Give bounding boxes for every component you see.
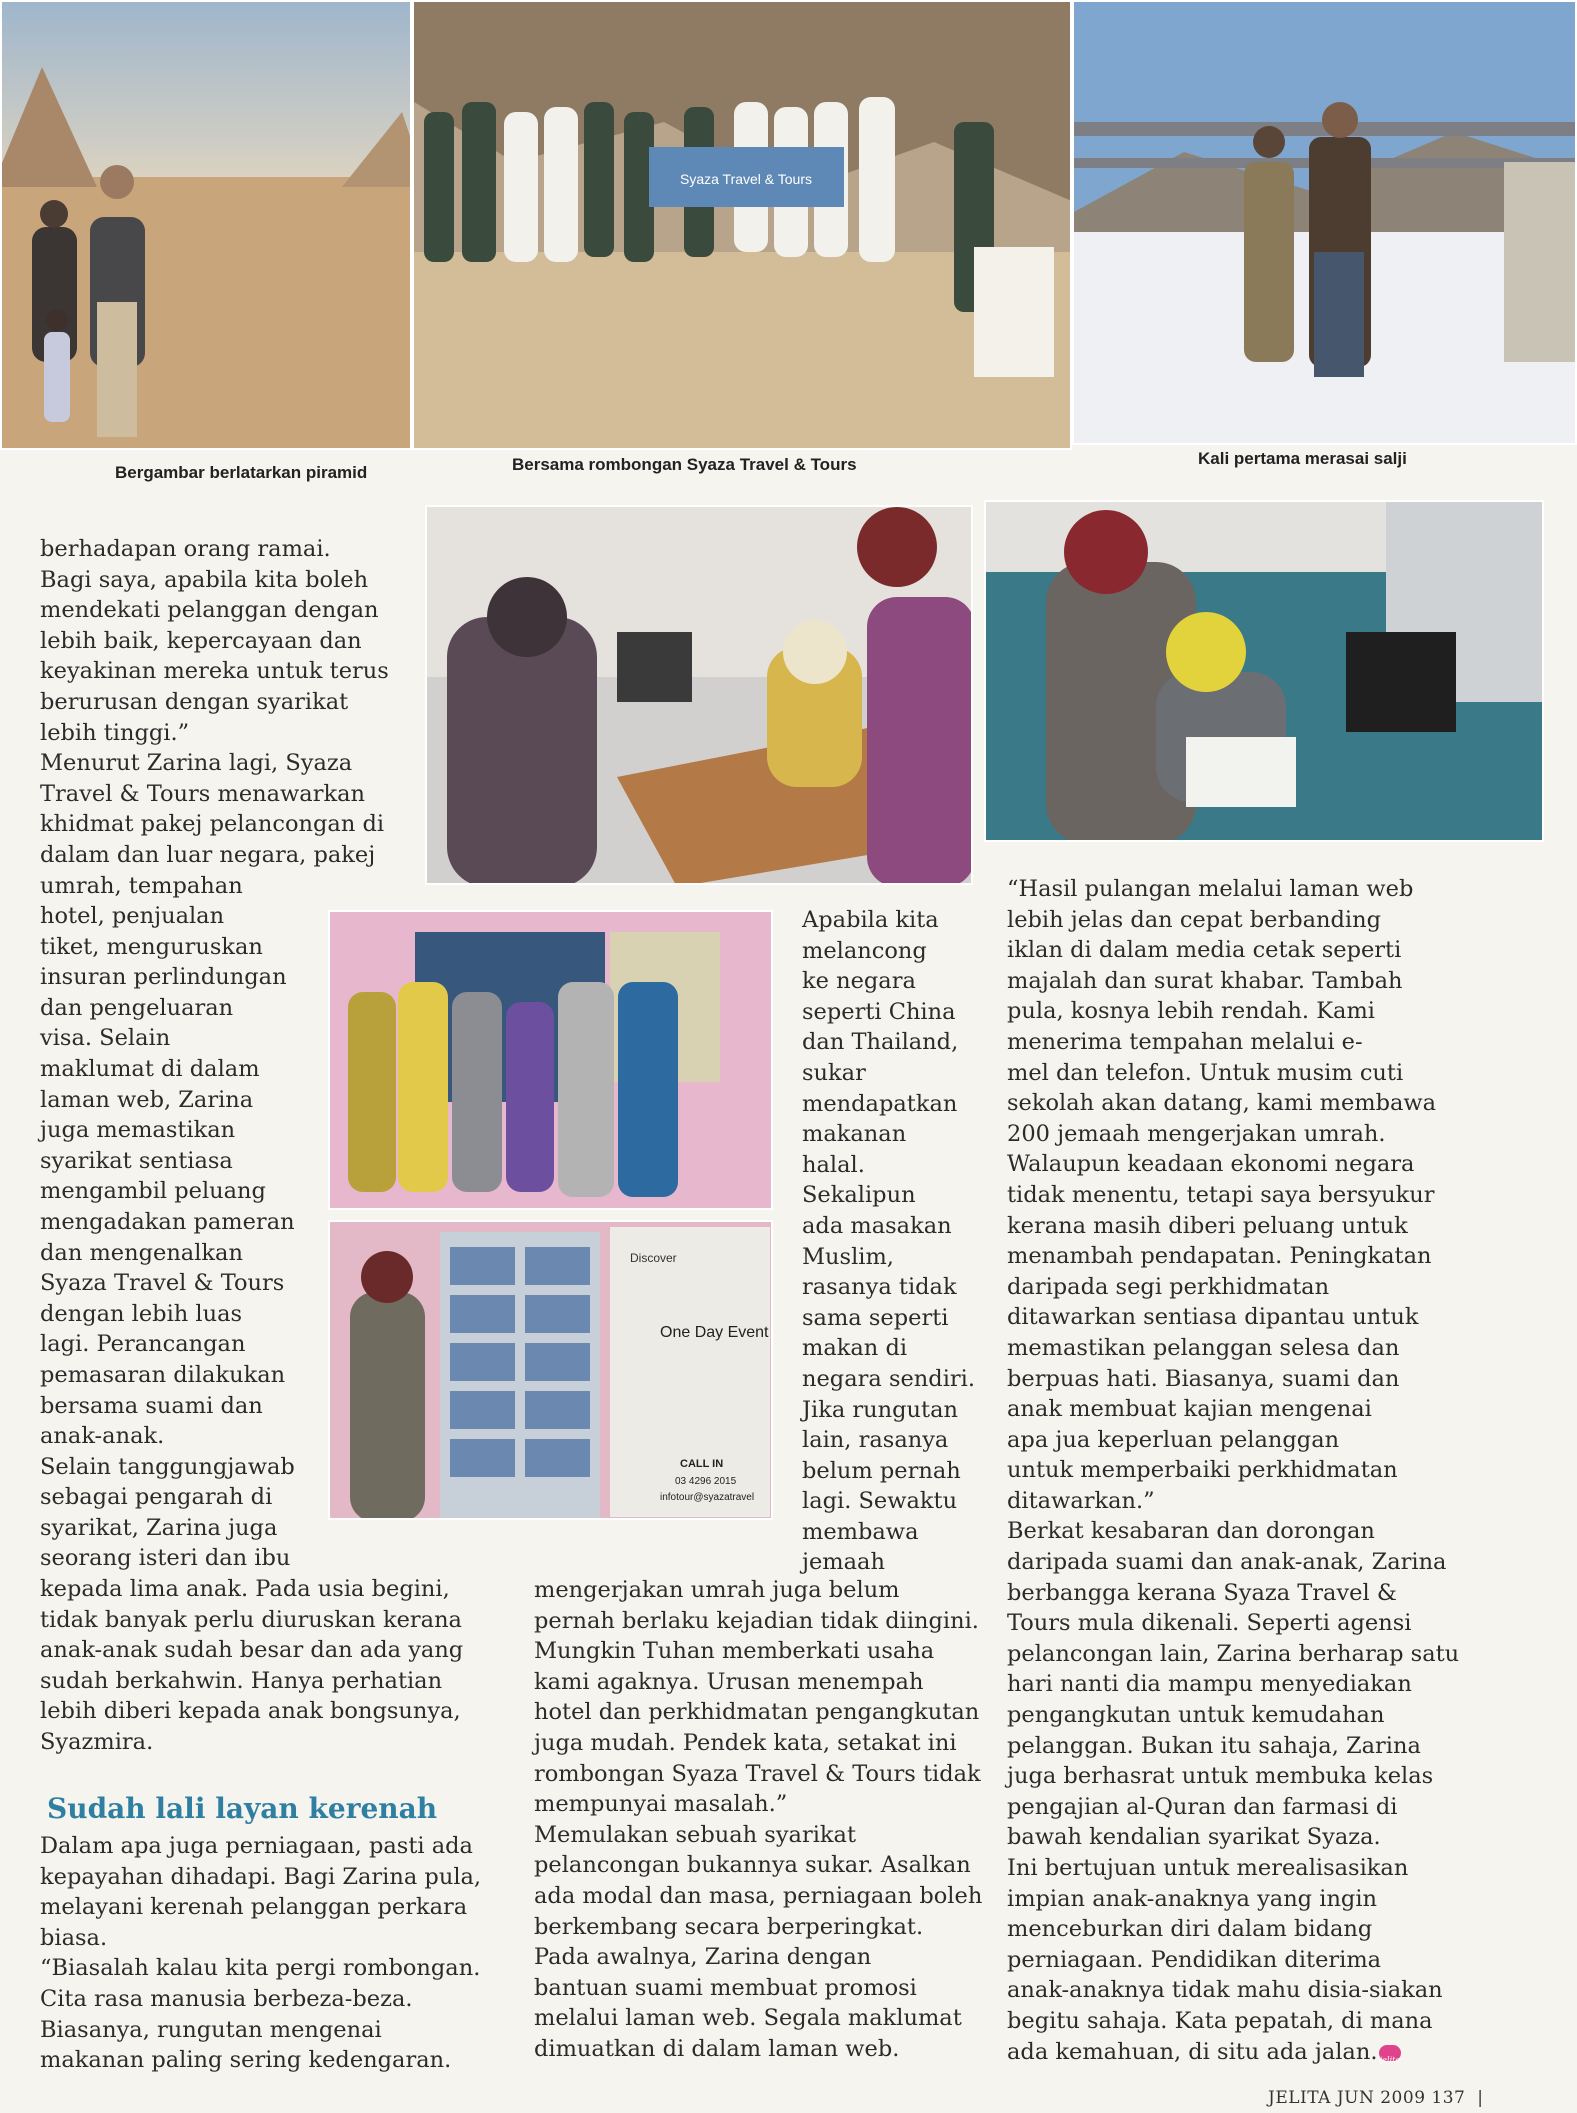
article-col3: “Hasil pulangan melalui laman web lebih jelas dan cepat berbanding iklan di dalam media cetak seperti majalah dan surat khabar. Tambah pula, kosnya lebih rendah. Kami menerima tempahan melalui e- mel dan telefon. Untuk musim cuti sekolah akan datang, kami membawa 200 jemaah mengerjakan umrah. Walaupun keadaan ekonomi negara tidak menentu, tetapi saya bersyukur kerana masih diberi peluang untuk menambah pendapatan. Peningkatan daripada segi perkhidmatan ditawarkan sentiasa dipantau untuk memastikan pelanggan selesa dan berpuas hati. Biasanya, suami dan anak membuat kajian mengenai apa jua keperluan pelanggan untuk memperbaiki perkhidmatan ditawarkan.” Berkat kesabaran dan dorongan daripada suami dan anak-anak, Zarina berbangga kerana Syaza Travel & Tours mula dikenali. Seperti agensi pelancongan lain, Zarina berharap satu hari nanti dia mampu menyediakan pengangkutan untuk kemudahan pelanggan. Bukan itu sahaja, Zarina juga berhasrat untuk membuka kelas pengajian al-Quran dan farmasi di bawah kendalian syarikat Syaza. Ini bertujuan untuk merealisasikan impian anak-anaknya yang ingin menceburkan diri dalam bidang perniagaan. Pendidikan diterima anak-anaknya tidak mahu disia-siakan begitu sahaja. Kata pepatah, di mana ada kemahuan, di situ ada jalan. xyxy=(1007,876,1460,2065)
folio-separator: | xyxy=(1477,2088,1484,2108)
office-counter-illustration xyxy=(427,507,973,885)
group-tour-photo xyxy=(412,0,1072,450)
article-col2-wide: mengerjakan umrah juga belum pernah berlaku kejadian tidak diingini. Mungkin Tuhan memberkati usaha kami agaknya. Urusan menempah hotel dan perkhidmatan pengangkutan juga mudah. Pendek kata, setakat ini rombongan Syaza Travel & Tours tidak mempunyai masalah.” Memulakan sebuah syarikat pelancongan bukannya sukar. Asalkan ada modal dan masa, perniagaan boleh berkembang secara berperingkat. Pada awalnya, Zarina dengan bantuan suami membuat promosi melalui laman web. Segala maklumat dimuatkan di dalam laman web. xyxy=(534,1577,983,2062)
exhibition-group-illustration xyxy=(330,912,773,1210)
caption-snow: Kali pertama merasai salji xyxy=(1198,449,1407,468)
poster-email-text: infotour@syazatravel xyxy=(660,1492,755,1503)
office-counter-photo xyxy=(425,505,973,885)
pyramid-photo xyxy=(0,0,412,450)
caption-group-tour: Bersama rombongan Syaza Travel & Tours xyxy=(512,455,857,474)
snow-photo-illustration xyxy=(1074,2,1577,445)
article-col1-narrow: hotel, penjualan tiket, menguruskan insuran perlindungan dan pengeluaran visa. Selain maklumat di dalam laman web, Zarina juga memastikan syarikat sentiasa mengambil peluang mengadakan pameran dan mengenalkan Syaza Travel & Tours dengan lebih luas lagi. Perancangan pemasaran dilakukan bersama suami dan anak-anak. Selain tanggungjawab sebagai pengarah di syarikat, Zarina juga seorang isteri dan ibu xyxy=(40,903,295,1572)
article-col2-narrow: Apabila kita melancong ke negara seperti China dan Thailand, sukar mendapatkan makanan halal. Sekalipun ada masakan Muslim, rasanya tidak sama seperti makan di negara sendiri. Jika rungutan lain, rasanya belum pernah lagi. Sewaktu membawa jemaah xyxy=(802,907,976,1576)
poster-call-text: CALL IN xyxy=(680,1458,724,1470)
exhibition-booth-photo xyxy=(328,1220,773,1520)
poster-phone-text: 03 4296 2015 xyxy=(675,1476,737,1487)
pyramid-photo-illustration xyxy=(2,2,412,450)
staff-desk-illustration xyxy=(986,502,1544,842)
poster-event-text: One Day Event xyxy=(660,1324,769,1341)
group-tour-illustration xyxy=(414,2,1072,450)
article-col1-section: Dalam apa juga perniagaan, pasti ada kepayahan dihadapi. Bagi Zarina pula, melayani kerenah pelanggan perkara biasa. “Biasalah kalau kita pergi rombongan. Cita rasa manusia berbeza-beza. Biasanya, rungutan mengenai makanan paling sering kedengaran. xyxy=(40,1833,482,2074)
jelita-endmark-logo xyxy=(1379,2051,1401,2067)
jelita-endmark xyxy=(1379,2045,1401,2065)
article-col3-wrap xyxy=(1007,874,1459,2067)
article-col1-top: berhadapan orang ramai. Bagi saya, apabila kita boleh mendekati pelanggan dengan lebih baik, kepercayaan dan keyakinan mereka untuk terus berurusan dengan syarikat lebih tinggi.” Menurut Zarina lagi, Syaza Travel & Tours menawarkan khidmat pakej pelancongan di dalam dan luar negara, pakej umrah, tempahan xyxy=(40,536,389,899)
folio-text: JELITA JUN 2009 137 xyxy=(1268,2088,1466,2108)
article-col1-bottom: kepada lima anak. Pada usia begini, tidak banyak perlu diuruskan kerana anak-anak sudah besar dan ada yang sudah berkahwin. Hanya perhatian lebih diberi kepada anak bongsunya, Syazmira. xyxy=(40,1576,464,1755)
page-folio xyxy=(1268,2088,1484,2108)
poster-discover-text: Discover xyxy=(630,1251,677,1265)
group-banner-text: Syaza Travel & Tours xyxy=(679,171,813,187)
caption-pyramid: Bergambar berlatarkan piramid xyxy=(115,463,368,482)
section-heading: Sudah lali layan kerenah xyxy=(47,1792,438,1825)
staff-desk-photo xyxy=(984,500,1544,842)
exhibition-group-photo xyxy=(328,910,773,1210)
svg-text:jelita: jelita xyxy=(1380,2055,1401,2065)
snow-photo xyxy=(1072,0,1577,445)
exhibition-booth-illustration xyxy=(330,1222,773,1520)
